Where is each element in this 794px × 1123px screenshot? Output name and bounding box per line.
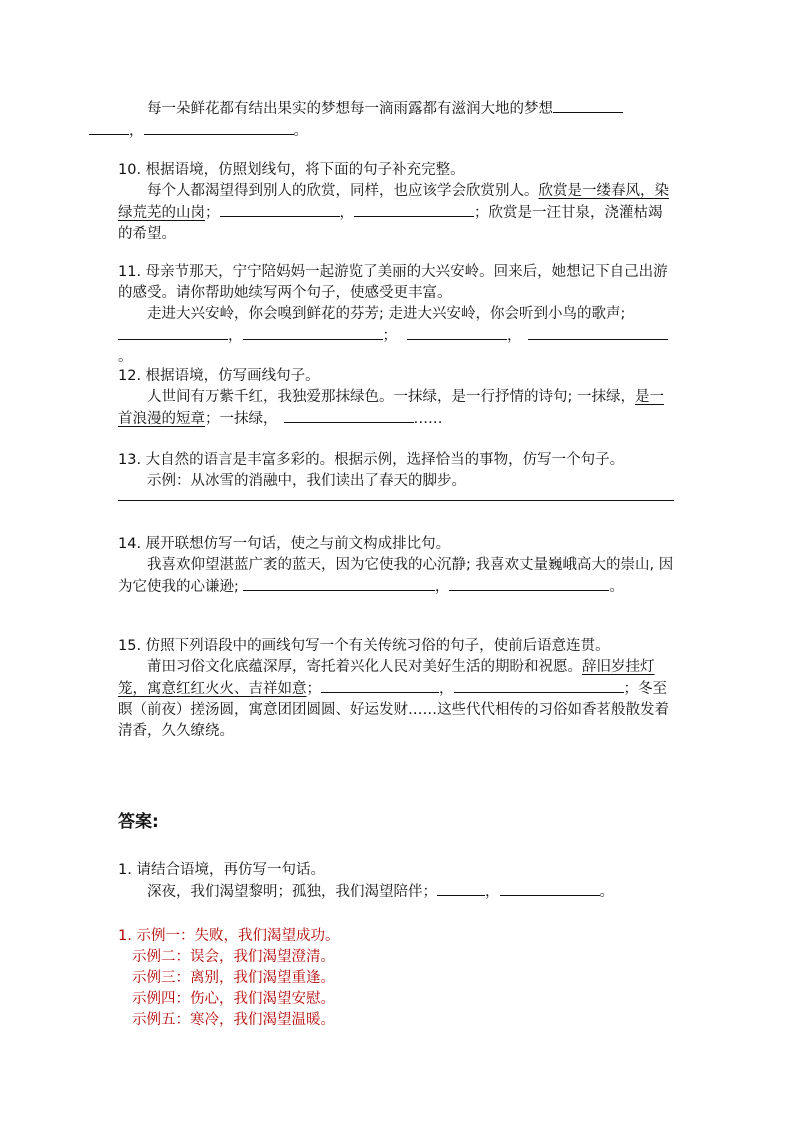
answer-example: 示例三：离别，我们渴望重逢。 (132, 970, 335, 986)
answer-line[interactable] (118, 492, 674, 501)
answer-example: 示例五：寒冷，我们渴望温暖。 (132, 1012, 335, 1028)
punctuation: ， (339, 205, 354, 221)
question-body (118, 181, 674, 245)
punctuation: 。 (599, 884, 614, 900)
punctuation: ； (382, 328, 397, 344)
question-body (118, 387, 674, 430)
answer-line (118, 325, 674, 368)
question-10 (118, 160, 674, 245)
question-title: 14. 展开联想仿写一句话，使之与前文构成排比句。 (118, 536, 451, 552)
answers-heading: 答案: (118, 812, 159, 832)
answer-blank[interactable] (243, 325, 383, 340)
intro-paragraph (118, 98, 674, 142)
answer-blank[interactable] (528, 325, 668, 340)
punctuation: 。 (293, 123, 308, 139)
answers-section (118, 812, 674, 833)
body-text: ；冬至瞑（前夜）搓汤圆，寓意团团圆圆、好运发财……这些代代相传的习俗如香茗般散发着清香，久久缭绕。 (118, 681, 669, 739)
answer-blank[interactable] (437, 881, 485, 896)
question-14 (118, 534, 674, 598)
answer-blank[interactable] (321, 678, 439, 693)
question-15 (118, 636, 674, 742)
punctuation: 。 (118, 349, 133, 365)
body-text: 我喜欢仰望湛蓝广袤的蓝天，因为它使我的心沉静; 我喜欢丈量巍峨高大的崇山, 因为它使我的心谦逊; (118, 557, 674, 595)
answer-blank[interactable] (284, 408, 414, 423)
question-body (118, 657, 674, 742)
question-title: 10. 根据语境，仿照划线句，将下面的句子补充完整。 (118, 162, 465, 178)
punctuation: 。 (609, 579, 624, 595)
punctuation: ， (439, 681, 454, 697)
answer-blank[interactable] (449, 576, 599, 591)
answer-blank[interactable] (144, 120, 294, 135)
underlined-sentence: 辞旧岁挂灯笼，寓意红红火火、吉祥如意 (118, 659, 655, 697)
intro-text: 每一朵鲜花都有结出果实的梦想每一滴雨露都有滋润大地的梦想 (147, 101, 553, 117)
body-text: 深夜，我们渴望黎明；孤独，我们渴望陪伴； (147, 884, 437, 900)
question-body (118, 881, 674, 903)
answer-example: 示例二：误会，我们渴望澄清。 (132, 949, 335, 965)
question-body (118, 555, 674, 598)
answer-blank[interactable] (553, 98, 623, 113)
question-11 (118, 262, 674, 368)
body-text: 每个人都渴望得到别人的欣赏，同样，也应该学会欣赏别人。 (147, 183, 539, 199)
punctuation: ， (507, 328, 522, 344)
intro-block (118, 98, 674, 142)
question-title: 1. 请结合语境，再仿写一句话。 (118, 862, 325, 878)
body-text: 人世间有万紫千红，我独爱那抹绿色。一抹绿，是一行抒情的诗句; 一抹绿， (147, 389, 635, 405)
body-text: 莆田习俗文化底蕴深厚，寄托着兴化人民对美好生活的期盼和祝愿。 (147, 659, 582, 675)
answer-blank[interactable] (243, 576, 435, 591)
answer-blank[interactable] (454, 678, 624, 693)
answer-blank[interactable] (500, 881, 600, 896)
answer-blank[interactable] (354, 202, 474, 217)
question-title: 11. 母亲节那天，宁宁陪妈妈一起游览了美丽的大兴安岭。回来后，她想记下自己出游的感受。请你帮助她续写两个句子，使感受更丰富。 (118, 264, 668, 301)
punctuation: ； (205, 205, 220, 221)
question-title: 12. 根据语境，仿写画线句子。 (118, 368, 320, 384)
answer-blank[interactable] (407, 325, 507, 340)
answer-blank[interactable] (599, 576, 609, 591)
answer-blank[interactable] (118, 325, 228, 340)
example-sentence: 示例：从冰雪的消融中，我们读出了春天的脚步。 (147, 473, 466, 489)
question-13 (118, 450, 674, 501)
punctuation: ， (228, 328, 243, 344)
answer-example: 1. 示例一：失败，我们渴望成功。 (118, 928, 340, 944)
punctuation: ， (434, 579, 450, 595)
punctuation: …… (413, 411, 443, 427)
body-text: ；一抹绿， (205, 411, 278, 427)
question-title: 15. 仿照下列语段中的画线句写一个有关传统习俗的句子，使前后语意连贯。 (118, 638, 610, 654)
punctuation: ； (306, 681, 321, 697)
punctuation: ， (485, 884, 500, 900)
underlined-sentence: 欣赏是一缕春风，染绿荒芜的山岗 (118, 183, 669, 221)
question-12 (118, 366, 674, 430)
answer-blank[interactable] (220, 202, 340, 217)
answer-question-1 (118, 860, 674, 903)
body-text: ；欣赏是一汪甘泉，浇灌枯竭的希望。 (118, 205, 663, 242)
underlined-sentence: 是一首浪漫的短章 (118, 389, 664, 427)
question-title: 13. 大自然的语言是丰富多彩的。根据示例，选择恰当的事物，仿写一个句子。 (118, 452, 625, 468)
answer-blank[interactable] (89, 120, 129, 135)
answer-example: 示例四：伤心，我们渴望安慰。 (132, 991, 335, 1007)
answer-examples (118, 926, 674, 1031)
question-body: 走进大兴安岭，你会嗅到鲜花的芬芳; 走进大兴安岭，你会听到小鸟的歌声; (147, 306, 626, 322)
punctuation: ， (129, 123, 144, 139)
